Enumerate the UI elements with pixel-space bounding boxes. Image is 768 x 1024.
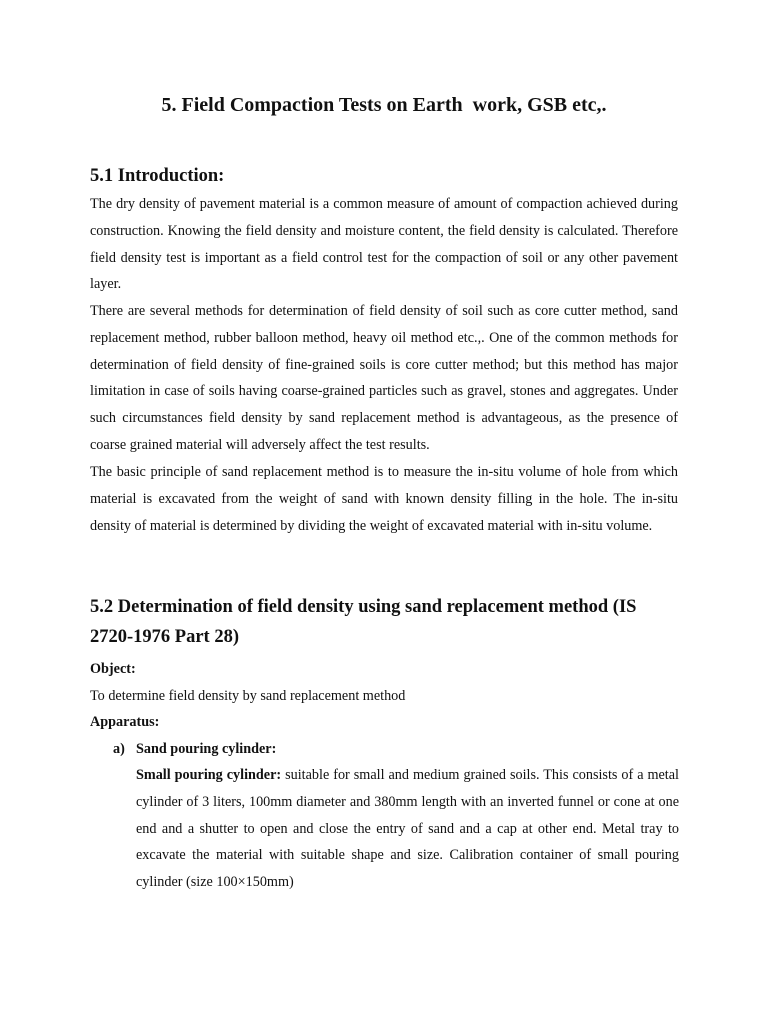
object-text: To determine field density by sand replacement method	[90, 688, 406, 704]
small-pouring-cylinder-label: Small pouring cylinder:	[136, 767, 282, 783]
apparatus-item-a	[113, 736, 276, 762]
intro-paragraph-2: There are several methods for determination of field density of soil such as core cutter method, sand replacement method, rubber balloon method, heavy oil method etc.,. One of the common methods for determination of field density of fine-grained soils is core cutter method; but this method has major limitation in case of soils having coarse-grained particles such as gravel, stones and aggregates. Under such circumstances field density by sand replacement method is advantageous, as the presence of coarse grained material will adversely affect the test results.	[90, 303, 678, 453]
section-1-heading: 5.1 Introduction:	[90, 166, 225, 186]
object-label: Object:	[90, 661, 136, 677]
intro-paragraph-1: The dry density of pavement material is a common measure of amount of compaction achieved during construction. Knowing the field density and moisture content, the field density is calculated. Therefore field density test is important as a field control test for the compaction of soil or any other pavement layer.	[90, 196, 678, 293]
intro-paragraph-3: The basic principle of sand replacement method is to measure the in-situ volume of hole from which material is excavated from the weight of sand with known density filling in the hole. The in-situ density of material is determined by dividing the weight of excavated material with in-situ volume.	[90, 464, 678, 534]
section-2-heading: 5.2 Determination of field density using sand replacement method (IS 2720-1976 Part 28)	[90, 597, 637, 647]
list-marker: a)	[113, 741, 125, 757]
small-pouring-cylinder-text: suitable for small and medium grained soils. This consists of a metal cylinder of 3 liters, 100mm diameter and 380mm length with an inverted funnel or cone at one end and a shutter to open and close the entry of sand and a cap at other end. Metal tray to excavate the material with suitable shape and size. Calibration container of small pouring cylinder (size 100×150mm)	[136, 767, 679, 891]
apparatus-label: Apparatus:	[90, 714, 160, 730]
document-title: 5. Field Compaction Tests on Earth work, GSB etc,.	[161, 94, 607, 116]
apparatus-item-a-body	[136, 762, 679, 896]
apparatus-item-title: Sand pouring cylinder:	[136, 741, 277, 757]
